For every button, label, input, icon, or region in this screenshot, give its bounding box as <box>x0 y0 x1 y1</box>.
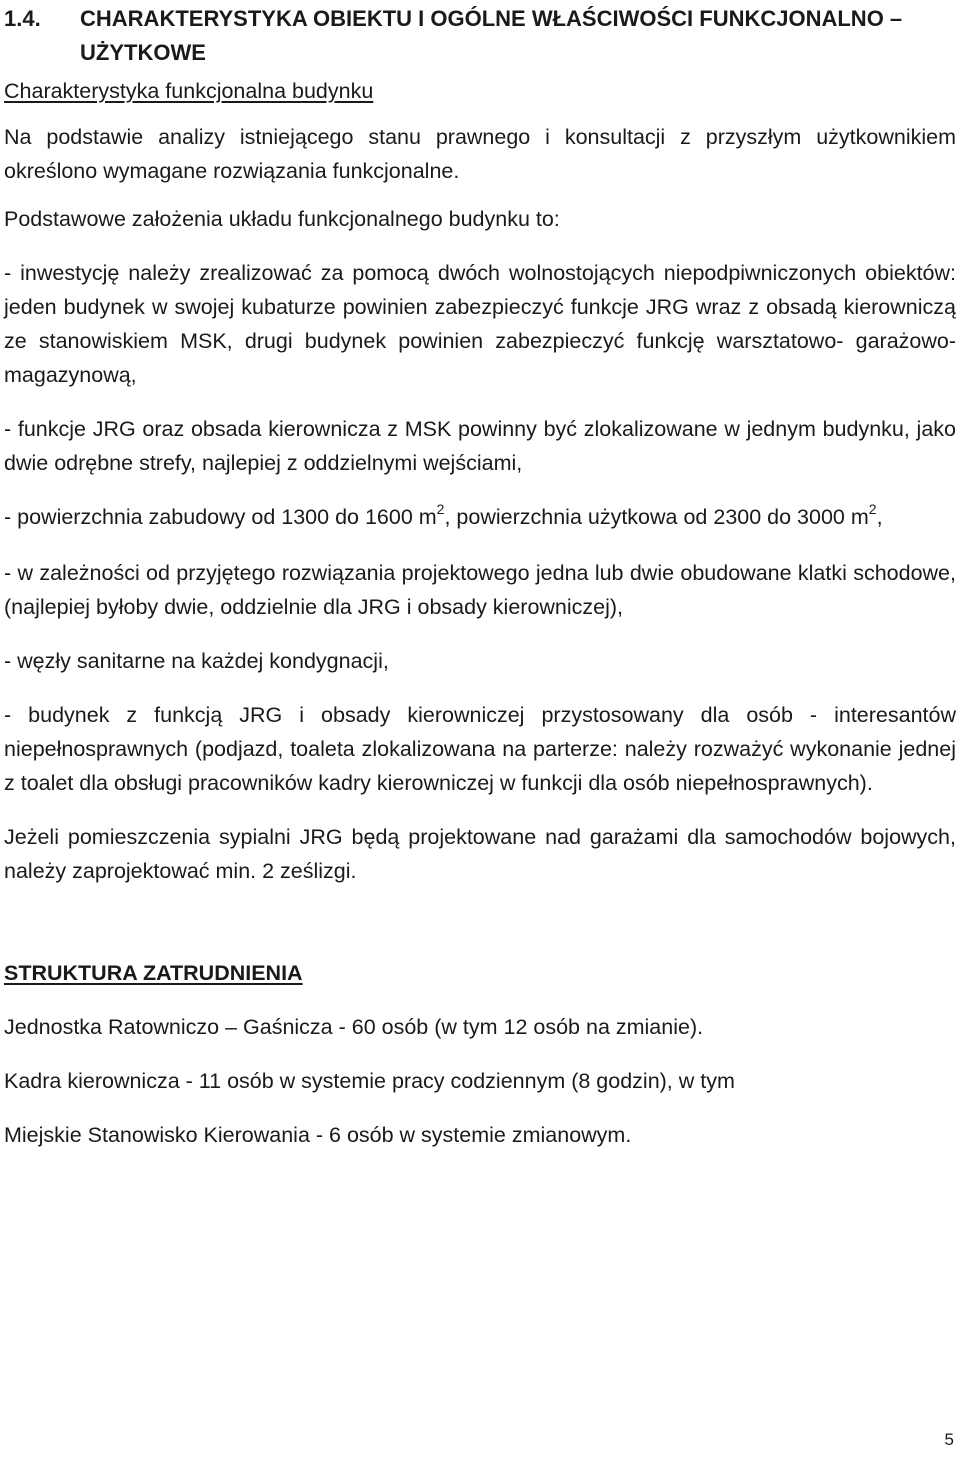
superscript: 2 <box>436 500 445 517</box>
assumptions-list <box>4 256 956 800</box>
intro-paragraph: Na podstawie analizy istniejącego stanu prawnego i konsultacji z przyszłym użytkownikiem określono wymagane rozwiązania funkcjonalne. <box>4 125 956 183</box>
section-heading-text: CHARAKTERYSTYKA OBIEKTU I OGÓLNE WŁAŚCIWOŚCI FUNKCJONALNO – UŻYTKOWE <box>80 6 903 65</box>
document-page <box>4 0 956 1152</box>
assumptions-lead: Podstawowe założenia układu funkcjonalnego budynku to: <box>4 207 560 231</box>
staffing-line: Jednostka Ratowniczo – Gaśnicza - 60 osób (w tym 12 osób na zmianie). <box>4 1015 704 1039</box>
list-item <box>4 500 956 534</box>
staffing-line: Kadra kierownicza - 11 osób w systemie pracy codziennym (8 godzin), w tym <box>4 1069 735 1093</box>
section-number: 1.4. <box>4 6 41 31</box>
list-item-text: , <box>876 505 883 529</box>
list-item: - w zależności od przyjętego rozwiązania projektowego jedna lub dwie obudowane klatki schodowe, (najlepiej byłoby dwie, oddzielnie dla JRG i obsady kierowniczej), <box>4 561 956 619</box>
staffing-title: STRUKTURA ZATRUDNIENIA <box>4 961 303 985</box>
list-item-text: , powierzchnia użytkowa od 2300 do 3000 m <box>444 505 869 529</box>
list-item: - budynek z funkcją JRG i obsady kierowniczej przystosowany dla osób - interesantów niepełnosprawnych (podjazd, toaleta zlokalizowana na parterze: należy rozważyć wykonanie jednej z toalet dla obsługi pracowników kadry kierowniczej w funkcji dla osób niepełnosprawnych). <box>4 703 956 795</box>
subheading: Charakterystyka funkcjonalna budynku <box>4 79 374 103</box>
section-heading <box>4 0 956 70</box>
sleep-rooms-paragraph: Jeżeli pomieszczenia sypialni JRG będą projektowane nad garażami dla samochodów bojowych, należy zaprojektować min. 2 ześlizgi. <box>4 825 956 883</box>
list-item-text: - powierzchnia zabudowy od 1300 do 1600 m <box>4 505 437 529</box>
list-item: - węzły sanitarne na każdej kondygnacji, <box>4 649 389 673</box>
list-item: - funkcje JRG oraz obsada kierownicza z MSK powinny być zlokalizowane w jednym budynku, jako dwie odrębne strefy, najlepiej z oddzielnymi wejściami, <box>4 417 956 475</box>
superscript: 2 <box>868 500 877 517</box>
list-item: - inwestycję należy zrealizować za pomocą dwóch wolnostojących niepodpiwniczonych obiektów: jeden budynek w swojej kubaturze powinien zabezpieczyć funkcje JRG wraz z obsadą kierowniczą ze stanowiskiem MSK, drugi budynek powinien zabezpieczyć funkcję warsztatowo- garażowo- magazynową, <box>4 261 956 387</box>
page-number: 5 <box>944 1430 954 1449</box>
staffing-line: Miejskie Stanowisko Kierowania - 6 osób w systemie zmianowym. <box>4 1123 632 1147</box>
